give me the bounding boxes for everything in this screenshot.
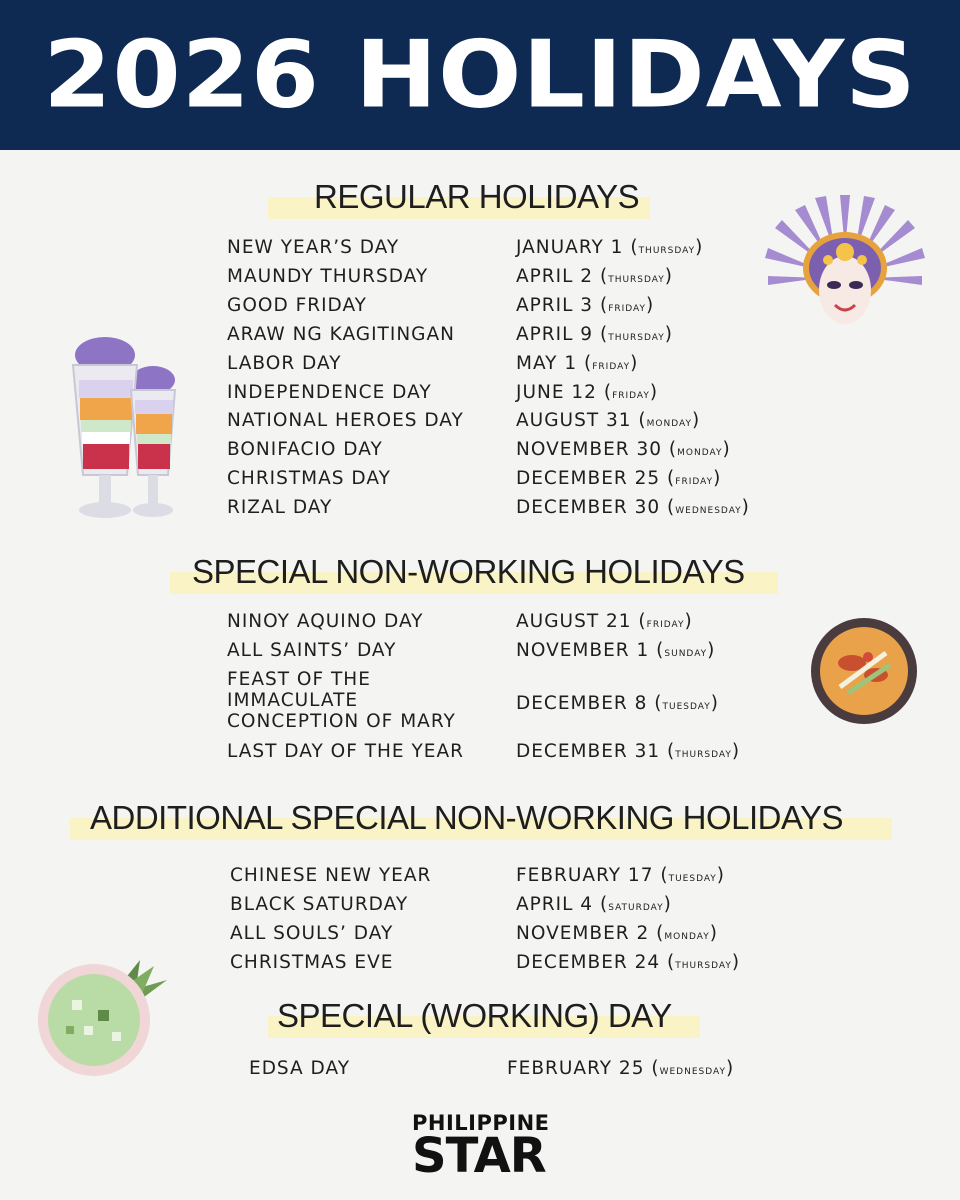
paren-open: ( xyxy=(649,640,665,661)
holiday-date xyxy=(516,324,673,346)
date-text: DECEMBER 25 xyxy=(516,468,661,490)
date-text: NOVEMBER 30 xyxy=(516,439,663,461)
date-text: JUNE 12 xyxy=(516,381,597,403)
paren-close: ) xyxy=(731,741,741,762)
date-text: APRIL 4 xyxy=(516,893,594,915)
date-text: APRIL 2 xyxy=(516,265,594,287)
paren-open: ( xyxy=(644,1058,660,1079)
paren-close: ) xyxy=(630,352,639,374)
holiday-date xyxy=(516,640,715,662)
paren-open: ( xyxy=(623,237,639,258)
holiday-name: INDEPENDENCE DAY xyxy=(227,381,432,403)
holiday-date xyxy=(516,693,719,715)
paren-open: ( xyxy=(631,410,647,432)
date-text: JANUARY 1 xyxy=(516,237,624,258)
paren-open: ( xyxy=(649,922,665,944)
holiday-name: BONIFACIO DAY xyxy=(227,439,383,461)
paren-close: ) xyxy=(663,893,672,915)
weekday-text: thursday xyxy=(675,955,732,971)
weekday-text: wednesday xyxy=(675,501,742,517)
weekday-text: friday xyxy=(646,615,685,630)
soup-bowl-illustration xyxy=(808,615,920,727)
paren-open: ( xyxy=(596,381,613,403)
weekday-text: thursday xyxy=(638,241,696,256)
holiday-date xyxy=(516,237,703,259)
holiday-name: LAST DAY OF THE YEAR xyxy=(227,741,464,762)
paren-close: ) xyxy=(649,381,659,403)
weekday-text: friday xyxy=(608,298,647,314)
special-holidays-title: SPECIAL NON-WORKING HOLIDAYS xyxy=(192,553,745,590)
weekday-text: saturday xyxy=(608,897,664,913)
paren-open: ( xyxy=(593,323,609,345)
paren-close: ) xyxy=(646,294,655,316)
holiday-name-line: IMMACULATE xyxy=(227,690,359,711)
weekday-text: wednesday xyxy=(659,1062,726,1077)
date-text: AUGUST 21 xyxy=(516,611,632,632)
holiday-name: ALL SOULS’ DAY xyxy=(230,922,394,944)
date-text: FEBRUARY 17 xyxy=(516,865,654,886)
holiday-name: RIZAL DAY xyxy=(227,497,333,519)
holiday-name: ALL SAINTS’ DAY xyxy=(227,640,397,661)
holiday-date xyxy=(516,410,700,432)
paren-close: ) xyxy=(684,611,693,632)
holiday-date xyxy=(516,865,725,887)
holiday-date xyxy=(516,382,658,404)
paren-close: ) xyxy=(741,497,750,519)
holiday-name: CHRISTMAS DAY xyxy=(227,468,391,490)
date-text: APRIL 3 xyxy=(516,294,594,316)
paren-close: ) xyxy=(695,237,704,258)
date-text: DECEMBER 30 xyxy=(516,497,661,519)
holiday-date xyxy=(516,894,672,916)
holiday-name: CHRISTMAS EVE xyxy=(230,951,394,973)
date-text: DECEMBER 31 xyxy=(516,741,661,762)
working-day-title: SPECIAL (WORKING) DAY xyxy=(277,997,672,1034)
logo-line-1: PHILIPPINE xyxy=(412,1111,550,1135)
paren-close: ) xyxy=(709,922,718,944)
date-text: DECEMBER 8 xyxy=(516,693,648,714)
paren-open: ( xyxy=(660,741,676,762)
holiday-name: NATIONAL HEROES DAY xyxy=(227,410,464,432)
holiday-name: ARAW NG KAGITINGAN xyxy=(227,323,455,345)
weekday-text: tuesday xyxy=(668,869,717,884)
paren-open: ( xyxy=(647,693,663,714)
weekday-text: monday xyxy=(646,414,692,430)
holiday-name: NEW YEAR’S DAY xyxy=(227,237,400,258)
paren-close: ) xyxy=(731,951,741,973)
date-text: NOVEMBER 1 xyxy=(516,640,650,661)
date-text: DECEMBER 24 xyxy=(516,951,661,973)
paren-close: ) xyxy=(664,265,673,287)
weekday-text: friday xyxy=(592,356,631,372)
weekday-text: thursday xyxy=(608,327,665,343)
paren-close: ) xyxy=(725,1058,735,1079)
weekday-text: thursday xyxy=(675,745,732,760)
page-title: 2026 HOLIDAYS xyxy=(43,20,917,130)
paren-close: ) xyxy=(707,640,716,661)
holiday-date xyxy=(516,266,673,288)
holiday-date xyxy=(516,439,731,461)
holiday-name: EDSA DAY xyxy=(249,1058,350,1079)
holiday-date xyxy=(516,295,654,317)
weekday-text: sunday xyxy=(664,644,708,659)
holiday-name: NINOY AQUINO DAY xyxy=(227,611,424,632)
holiday-name: LABOR DAY xyxy=(227,352,342,374)
paren-open: ( xyxy=(593,265,609,287)
holiday-date xyxy=(516,497,750,519)
paren-close: ) xyxy=(722,439,731,461)
holiday-date xyxy=(516,468,721,490)
paren-open: ( xyxy=(593,893,609,915)
paren-open: ( xyxy=(662,439,678,461)
holiday-date xyxy=(507,1058,734,1080)
paren-close: ) xyxy=(713,468,722,490)
paren-open: ( xyxy=(660,468,676,490)
weekday-text: friday xyxy=(675,472,714,488)
holiday-name: GOOD FRIDAY xyxy=(227,294,367,316)
holiday-name xyxy=(227,669,456,732)
halo-halo-illustration xyxy=(65,335,185,520)
regular-holidays-title: REGULAR HOLIDAYS xyxy=(314,178,640,215)
paren-open: ( xyxy=(593,294,609,316)
paren-open: ( xyxy=(660,951,676,973)
holiday-date xyxy=(516,353,638,375)
dessert-bowl-illustration xyxy=(32,960,172,1080)
date-text: MAY 1 xyxy=(516,352,578,374)
date-text: FEBRUARY 25 xyxy=(507,1058,645,1079)
weekday-text: tuesday xyxy=(662,697,711,712)
paren-open: ( xyxy=(660,497,676,519)
weekday-text: monday xyxy=(664,926,710,942)
weekday-text: thursday xyxy=(608,269,665,285)
paren-close: ) xyxy=(710,693,719,714)
holiday-name-line: CONCEPTION OF MARY xyxy=(227,711,456,732)
holiday-date xyxy=(516,952,740,974)
holiday-date xyxy=(516,741,740,763)
weekday-text: monday xyxy=(677,443,723,459)
holiday-name: CHINESE NEW YEAR xyxy=(230,865,432,886)
paren-open: ( xyxy=(653,865,669,886)
additional-holidays-title: ADDITIONAL SPECIAL NON-WORKING HOLIDAYS xyxy=(90,799,844,836)
philippine-star-logo xyxy=(412,1111,562,1184)
weekday-text: friday xyxy=(612,385,650,401)
holiday-date xyxy=(516,923,718,945)
paren-close: ) xyxy=(691,410,701,432)
paren-open: ( xyxy=(631,611,647,632)
paren-close: ) xyxy=(716,865,726,886)
paren-open: ( xyxy=(577,352,593,374)
holiday-name: BLACK SATURDAY xyxy=(230,893,409,915)
festival-mask-illustration xyxy=(760,190,930,330)
holiday-name: MAUNDY THURSDAY xyxy=(227,265,429,287)
date-text: AUGUST 31 xyxy=(516,410,632,432)
paren-close: ) xyxy=(664,323,673,345)
holiday-name-line: FEAST OF THE xyxy=(227,669,371,690)
date-text: APRIL 9 xyxy=(516,323,594,345)
date-text: NOVEMBER 2 xyxy=(516,922,650,944)
holiday-date xyxy=(516,611,693,633)
logo-line-2: STAR xyxy=(412,1128,546,1184)
title-banner xyxy=(0,0,960,150)
